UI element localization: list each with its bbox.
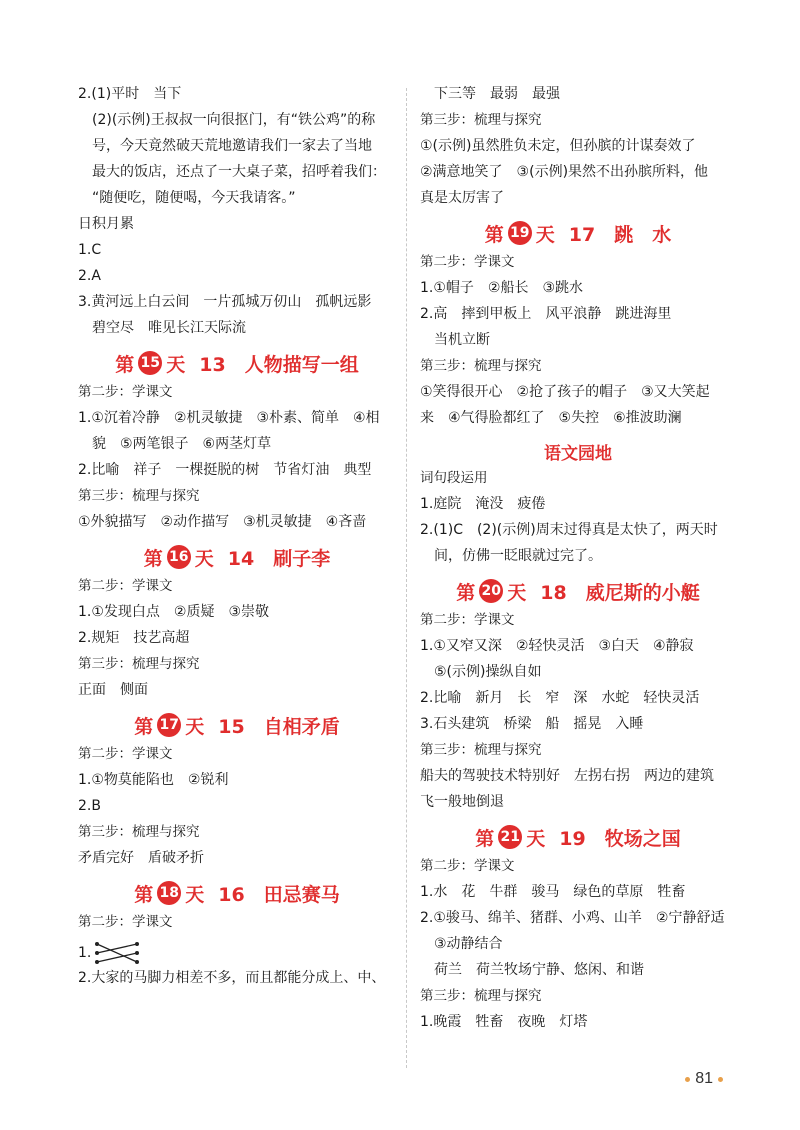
- page-number: [680, 1070, 728, 1088]
- answer-line: 间，仿佛一眨眼就过完了。: [434, 548, 602, 564]
- step-heading: 第二步：学课文: [420, 858, 515, 874]
- step-heading: 第二步：学课文: [78, 914, 173, 930]
- answer-line: 1.①又窄又深 ②轻快灵活 ③白天 ④静寂: [420, 638, 694, 654]
- matching-number: 1.: [78, 945, 92, 961]
- answer-line: ③动静结合: [434, 936, 503, 952]
- matching-dot: [135, 942, 139, 946]
- answer-line: 日积月累: [78, 216, 134, 232]
- step-heading: 第三步：梳理与探究: [420, 358, 542, 374]
- lesson-title: 18 威尼斯的小艇: [540, 581, 700, 604]
- answer-line: 3.石头建筑 桥梁 船 摇晃 入睡: [420, 716, 644, 732]
- matching-dot: [95, 942, 99, 946]
- day-heading: [420, 818, 736, 856]
- left-column: [78, 84, 396, 994]
- day-heading: [420, 214, 736, 252]
- page-dot-right: [718, 1077, 723, 1082]
- day-prefix: 第: [456, 581, 476, 604]
- lesson-title: 16 田忌赛马: [218, 883, 340, 906]
- answer-line: 真是太厉害了: [420, 190, 504, 206]
- step-heading: 词句段运用: [420, 470, 488, 486]
- answer-line: 船夫的驾驶技术特别好 左拐右拐 两边的建筑: [420, 768, 714, 784]
- answer-line: 矛盾完好 盾破矛折: [78, 850, 204, 866]
- day-heading: [420, 572, 736, 610]
- right-column: [420, 84, 736, 1038]
- day-heading: [78, 874, 396, 912]
- day-suffix: 天: [185, 883, 205, 906]
- step-heading: 第三步：梳理与探究: [420, 112, 542, 128]
- answer-line: 2.A: [78, 268, 101, 284]
- day-suffix: 天: [526, 827, 546, 850]
- day-number-badge: 20: [479, 579, 503, 603]
- column-divider: [406, 88, 407, 1068]
- answer-line: 2.规矩 技艺高超: [78, 630, 190, 646]
- step-heading: 第二步：学课文: [78, 746, 173, 762]
- step-heading: 第三步：梳理与探究: [78, 824, 200, 840]
- step-heading: 第三步：梳理与探究: [420, 988, 542, 1004]
- section-heading: 语文园地: [544, 443, 612, 464]
- answer-line: 貌 ⑤两笔银子 ⑥两茎灯草: [92, 436, 272, 452]
- day-suffix: 天: [194, 547, 214, 570]
- answer-line: 2.高 摔到甲板上 风平浪静 跳进海里: [420, 306, 672, 322]
- day-prefix: 第: [134, 715, 154, 738]
- answer-line: ①(示例)虽然胜负未定，但孙膑的计谋奏效了: [420, 138, 696, 154]
- answer-line: 1.庭院 淹没 疲倦: [420, 496, 546, 512]
- answer-line: 2.①骏马、绵羊、猪群、小鸡、山羊 ②宁静舒适: [420, 910, 725, 926]
- answer-line: 1.晚霞 牲畜 夜晚 灯塔: [420, 1014, 588, 1030]
- answer-line: ②满意地笑了 ③(示例)果然不出孙膑所料，他: [420, 164, 709, 180]
- answer-line: 来 ④气得脸都红了 ⑤失控 ⑥推波助澜: [420, 410, 682, 426]
- answer-line: 下三等 最弱 最强: [434, 86, 560, 102]
- matching-line: [97, 944, 137, 962]
- answer-line: 2.大家的马脚力相差不多，而且都能分成上、中、: [78, 970, 386, 986]
- day-heading: [78, 344, 396, 382]
- answer-line: 1.①物莫能陷也 ②锐利: [78, 772, 229, 788]
- lesson-title: 19 牧场之国: [559, 827, 681, 850]
- answer-line: 2.比喻 新月 长 窄 深 水蛇 轻快灵活: [420, 690, 700, 706]
- answer-line: ⑤(示例)操纵自如: [434, 664, 542, 680]
- matching-dot: [95, 951, 99, 955]
- lesson-title: 13 人物描写一组: [199, 353, 359, 376]
- answer-line: 荷兰 荷兰牧场宁静、悠闲、和谐: [434, 962, 644, 978]
- matching-lines-diagram: [93, 940, 141, 966]
- day-prefix: 第: [143, 547, 163, 570]
- lesson-title: 14 刷子李: [227, 547, 331, 570]
- step-heading: 第三步：梳理与探究: [420, 742, 542, 758]
- matching-dot: [95, 960, 99, 964]
- answer-line: ①笑得很开心 ②抢了孩子的帽子 ③又大笑起: [420, 384, 710, 400]
- step-heading: 第二步：学课文: [420, 612, 515, 628]
- answer-line: (2)(示例)王叔叔一向很抠门，有“铁公鸡”的称: [92, 112, 376, 128]
- step-heading: 第二步：学课文: [78, 578, 173, 594]
- day-number-badge: 15: [138, 351, 162, 375]
- answer-line: 2.(1)C (2)(示例)周末过得真是太快了，两天时: [420, 522, 718, 538]
- matching-dot: [135, 951, 139, 955]
- page-number-text: 81: [695, 1070, 713, 1087]
- day-prefix: 第: [484, 223, 504, 246]
- answer-line: 1.①发现白点 ②质疑 ③崇敬: [78, 604, 270, 620]
- day-prefix: 第: [475, 827, 495, 850]
- answer-line: 碧空尽 唯见长江天际流: [92, 320, 246, 336]
- day-suffix: 天: [507, 581, 527, 604]
- answer-line: 最大的饭店，还点了一大桌子菜，招呼着我们：: [92, 164, 386, 180]
- step-heading: 第二步：学课文: [78, 384, 173, 400]
- day-number-badge: 17: [157, 713, 181, 737]
- day-heading: [78, 706, 396, 744]
- answer-line: 当机立断: [434, 332, 490, 348]
- day-number-badge: 18: [157, 881, 181, 905]
- answer-line: 3.黄河远上白云间 一片孤城万仞山 孤帆远影: [78, 294, 372, 310]
- day-number-badge: 16: [167, 545, 191, 569]
- day-number-badge: 21: [498, 825, 522, 849]
- answer-line: 2.比喻 祥子 一棵挺脱的树 节省灯油 典型: [78, 462, 372, 478]
- day-number-badge: 19: [508, 221, 532, 245]
- matching-answer: [78, 938, 396, 968]
- answer-line: 2.(1)平时 当下: [78, 86, 182, 102]
- step-heading: 第三步：梳理与探究: [78, 656, 200, 672]
- answer-line: 1.①帽子 ②船长 ③跳水: [420, 280, 584, 296]
- day-heading: [78, 538, 396, 576]
- answer-line: 2.B: [78, 798, 101, 814]
- matching-dot: [135, 960, 139, 964]
- answer-line: 1.①沉着冷静 ②机灵敏捷 ③朴素、简单 ④相: [78, 410, 380, 426]
- answer-line: “随便吃，随便喝，今天我请客。”: [92, 190, 296, 206]
- day-prefix: 第: [115, 353, 135, 376]
- day-suffix: 天: [166, 353, 186, 376]
- answer-line: 正面 侧面: [78, 682, 148, 698]
- step-heading: 第三步：梳理与探究: [78, 488, 200, 504]
- answer-line: 飞一般地倒退: [420, 794, 504, 810]
- answer-line: 1.水 花 牛群 骏马 绿色的草原 牲畜: [420, 884, 686, 900]
- day-prefix: 第: [134, 883, 154, 906]
- matching-line: [97, 944, 137, 953]
- day-suffix: 天: [185, 715, 205, 738]
- matching-line: [97, 953, 137, 962]
- lesson-title: 17 跳 水: [568, 223, 672, 246]
- page-dot-left: [685, 1077, 690, 1082]
- answer-line: 1.C: [78, 242, 102, 258]
- step-heading: 第二步：学课文: [420, 254, 515, 270]
- lesson-title: 15 自相矛盾: [218, 715, 340, 738]
- day-suffix: 天: [535, 223, 555, 246]
- answer-line: 号，今天竟然破天荒地邀请我们一家去了当地: [92, 138, 372, 154]
- answer-line: ①外貌描写 ②动作描写 ③机灵敏捷 ④吝啬: [78, 514, 367, 530]
